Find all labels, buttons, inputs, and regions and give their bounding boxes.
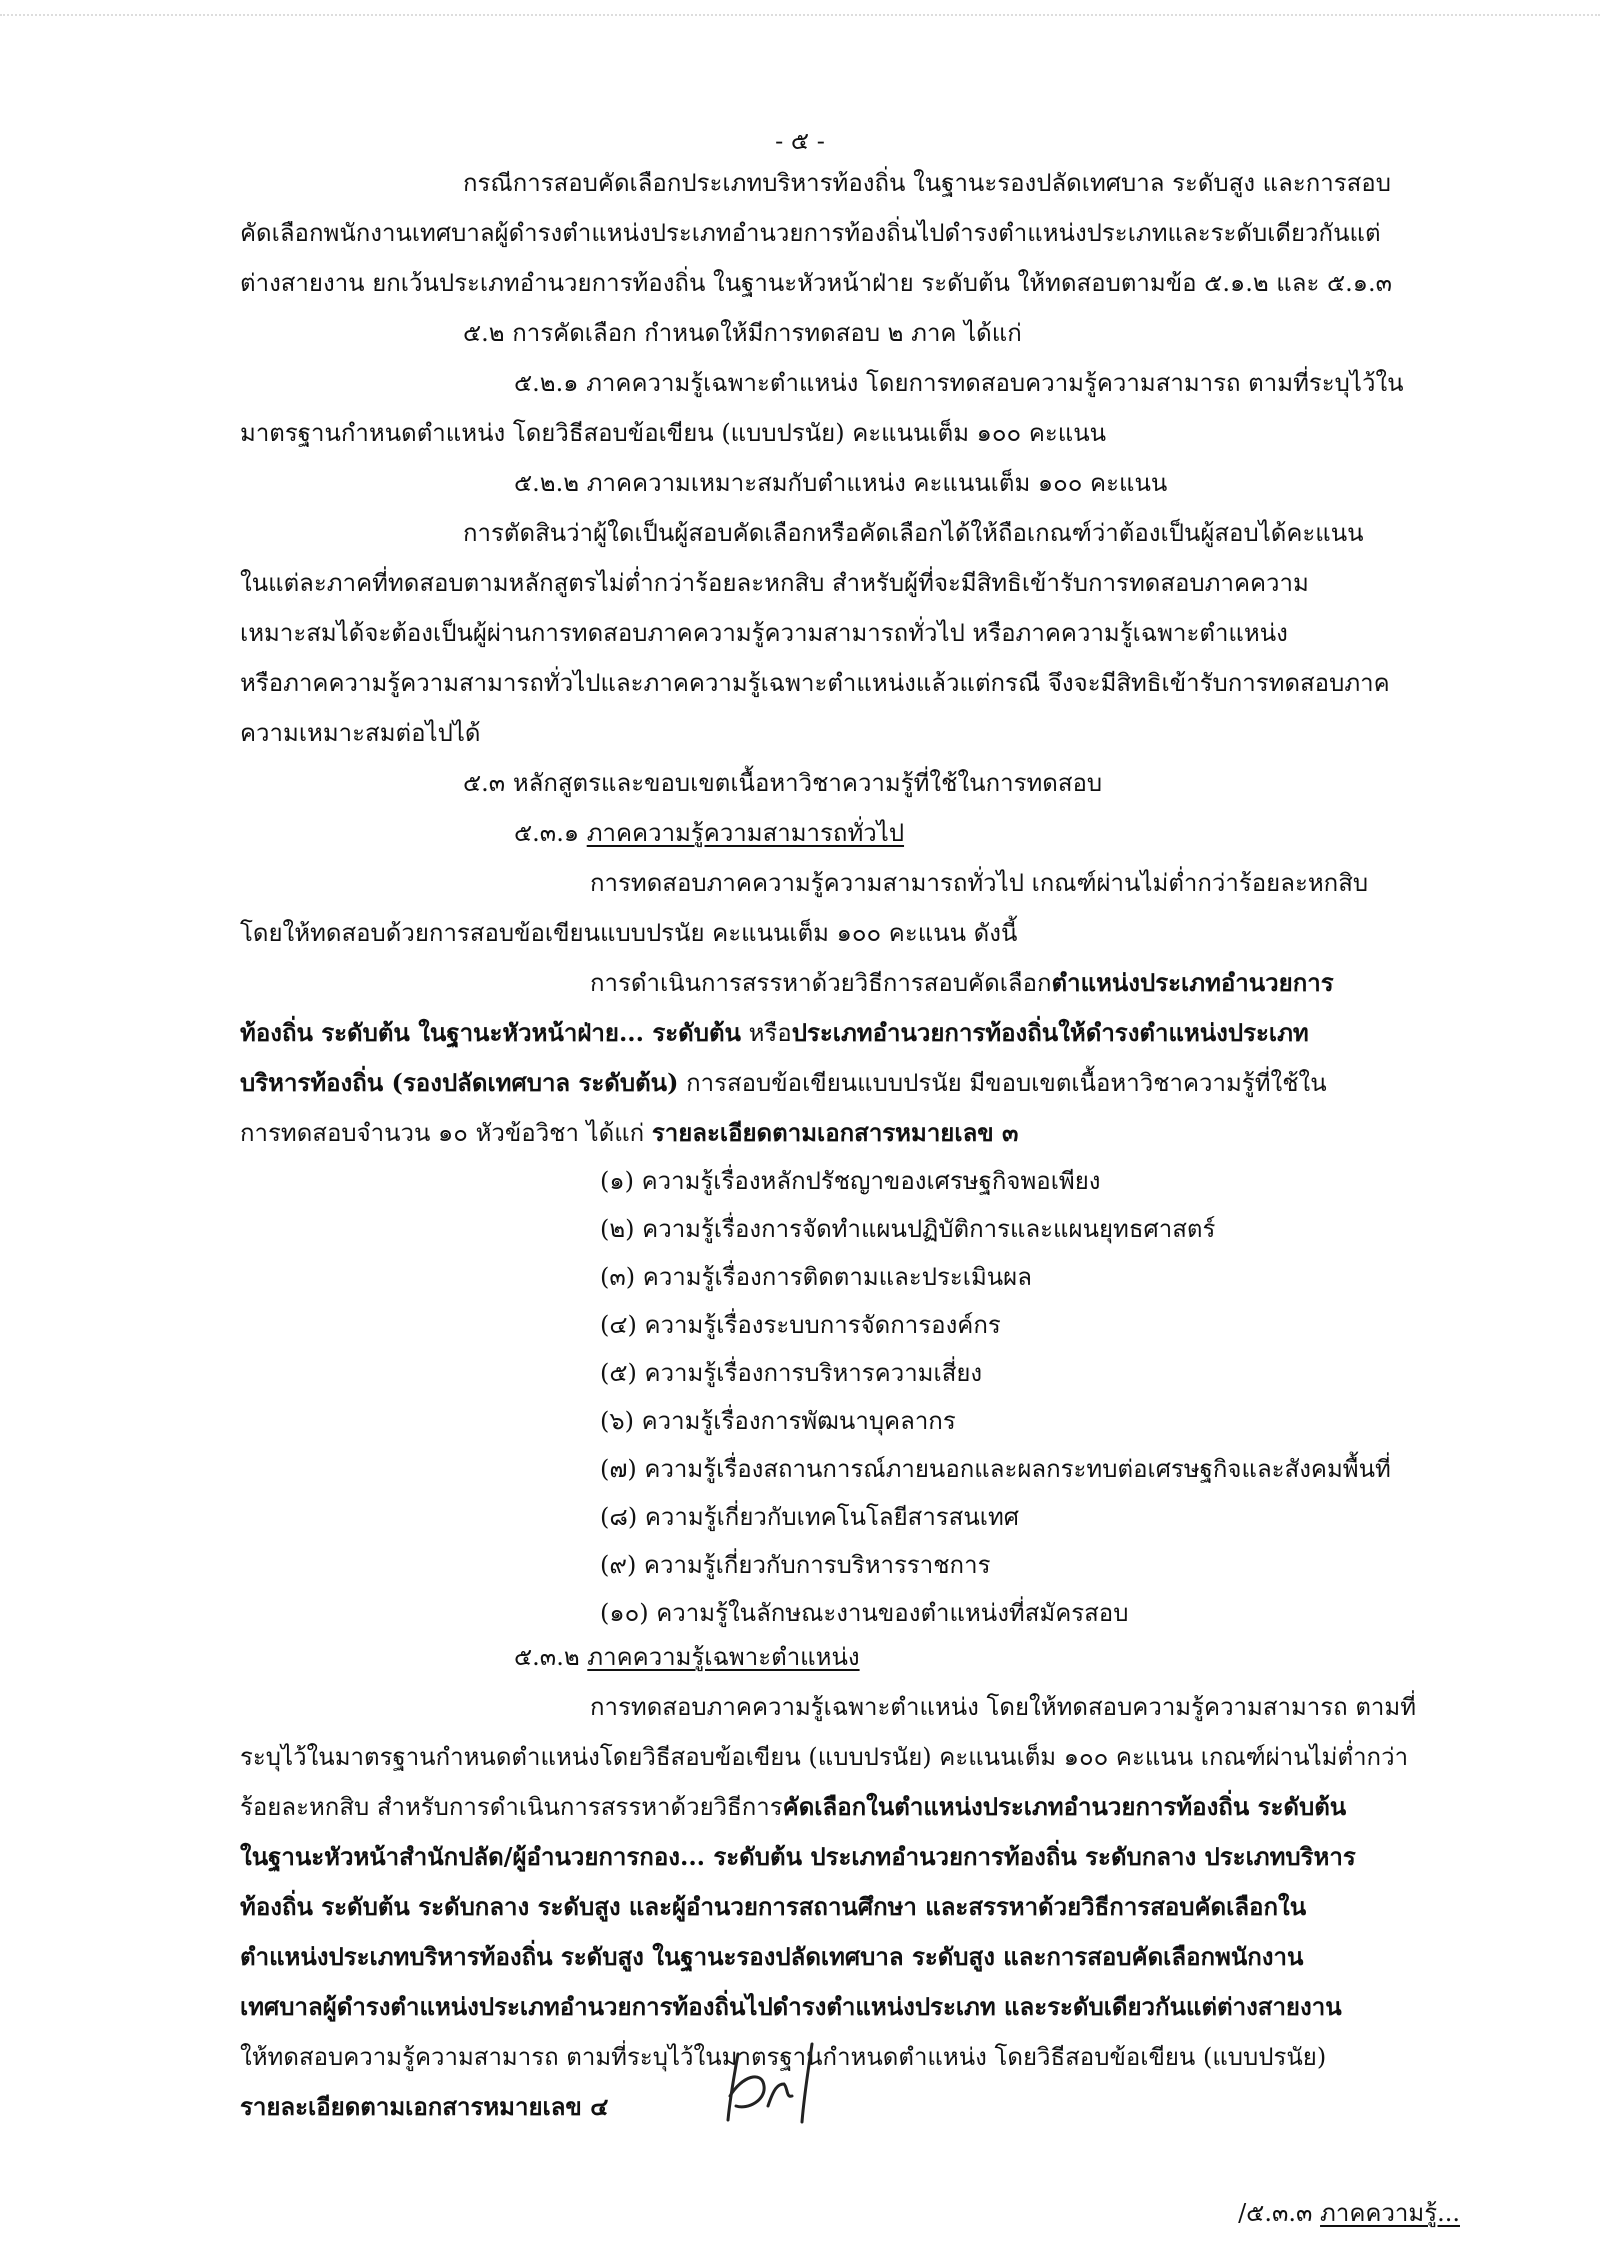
topic-item: (๔) ความรู้เรื่องระบบการจัดการองค์กร — [600, 1311, 1001, 1339]
footer-continuation-number: /๕.๓.๓ — [1238, 2199, 1321, 2227]
judgement-line-3: เหมาะสมได้จะต้องเป็นผู้ผ่านการทดสอบภาคความรู้ความสามารถทั่วไป หรือภาคความรู้เฉพาะตำแหน่ง — [240, 619, 1288, 647]
sec-5-2-2: ๕.๒.๒ ภาคความเหมาะสมกับตำแหน่ง คะแนนเต็ม ๑๐๐ คะแนน — [514, 469, 1168, 497]
sec-5-3-1-para-b-line-2 — [240, 1016, 1309, 1050]
sec-5-3-1-para-a-line-1: การทดสอบภาคความรู้ความสามารถทั่วไป เกณฑ์ผ่านไม่ต่ำกว่าร้อยละหกสิบ — [590, 869, 1369, 897]
sec-5-3-2-line-1: การทดสอบภาคความรู้เฉพาะตำแหน่ง โดยให้ทดสอบความรู้ความสามารถ ตามที่ — [590, 1693, 1417, 1721]
para-b-l2-bold-b: ประเภทอำนวยการท้องถิ่นให้ดำรงตำแหน่งประเภท — [791, 1018, 1309, 1047]
topic-item: (๓) ความรู้เรื่องการติดตามและประเมินผล — [600, 1263, 1032, 1291]
sec-5-3-2-number: ๕.๓.๒ — [514, 1643, 580, 1671]
topic-item: (๗) ความรู้เรื่องสถานการณ์ภายนอกและผลกระทบต่อเศรษฐกิจและสังคมพื้นที่ — [600, 1455, 1391, 1483]
signature-mark — [718, 2036, 830, 2128]
page-number: - ๕ - — [775, 127, 825, 155]
footer-continuation-title: ภาคความรู้... — [1320, 2199, 1460, 2227]
judgement-line-4: หรือภาคความรู้ความสามารถทั่วไปและภาคความรู้เฉพาะตำแหน่งแล้วแต่กรณี จึงจะมีสิทธิเข้ารับการทดสอบภาค — [240, 669, 1390, 697]
intro-line-1: กรณีการสอบคัดเลือกประเภทบริหารท้องถิ่น ในฐานะรองปลัดเทศบาล ระดับสูง และการสอบ — [463, 169, 1391, 197]
sec-5-3-2-line-7: เทศบาลผู้ดำรงตำแหน่งประเภทอำนวยการท้องถิ่นไปดำรงตำแหน่งประเภท และระดับเดียวกันแต่ต่างสายงาน — [240, 1992, 1342, 2021]
topic-item: (๑๐) ความรู้ในลักษณะงานของตำแหน่งที่สมัครสอบ — [600, 1599, 1129, 1627]
sec-5-3-2-line-3 — [240, 1790, 1346, 1824]
sec-5-3-1-para-a-line-2: โดยให้ทดสอบด้วยการสอบข้อเขียนแบบปรนัย คะแนนเต็ม ๑๐๐ คะแนน ดังนี้ — [240, 919, 1018, 947]
sec-5-3-heading: ๕.๓ หลักสูตรและขอบเขตเนื้อหาวิชาความรู้ที่ใช้ในการทดสอบ — [463, 769, 1103, 797]
para-b-l2-normal: หรือ — [740, 1019, 792, 1047]
para-b-l4-bold: รายละเอียดตามเอกสารหมายเลข ๓ — [651, 1118, 1019, 1147]
sec-5-3-1-title: ภาคความรู้ความสามารถทั่วไป — [586, 819, 905, 847]
sec-5-3-2-line-9: รายละเอียดตามเอกสารหมายเลข ๔ — [240, 2092, 609, 2121]
topic-item: (๑) ความรู้เรื่องหลักปรัชญาของเศรษฐกิจพอเพียง — [600, 1167, 1101, 1195]
topic-item: (๘) ความรู้เกี่ยวกับเทคโนโลยีสารสนเทศ — [600, 1503, 1019, 1531]
footer-continuation — [1238, 2196, 1460, 2230]
topic-item: (๙) ความรู้เกี่ยวกับการบริหารราชการ — [600, 1551, 991, 1579]
sec-5-3-2-heading — [514, 1640, 860, 1674]
para-b-l4-normal: การทดสอบจำนวน ๑๐ หัวข้อวิชา ได้แก่ — [240, 1119, 652, 1147]
para-b-l2-bold-a: ท้องถิ่น ระดับต้น ในฐานะหัวหน้าฝ่าย... ระดับต้น — [240, 1018, 741, 1047]
judgement-line-5: ความเหมาะสมต่อไปได้ — [240, 719, 481, 747]
sec-5-3-2-line-4: ในฐานะหัวหน้าสำนักปลัด/ผู้อำนวยการกอง... ระดับต้น ประเภทอำนวยการท้องถิ่น ระดับกลาง ประเภทบริหาร — [240, 1842, 1356, 1871]
sec-5-3-2-line-5: ท้องถิ่น ระดับต้น ระดับกลาง ระดับสูง และผู้อำนวยการสถานศึกษา และสรรหาด้วยวิธีการสอบคัดเลือกใน — [240, 1892, 1307, 1921]
topic-item: (๒) ความรู้เรื่องการจัดทำแผนปฏิบัติการและแผนยุทธศาสตร์ — [600, 1215, 1216, 1243]
sec-5-3-2-title: ภาคความรู้เฉพาะตำแหน่ง — [587, 1643, 860, 1671]
judgement-line-2: ในแต่ละภาคที่ทดสอบตามหลักสูตรไม่ต่ำกว่าร้อยละหกสิบ สำหรับผู้ที่จะมีสิทธิเข้ารับการทดสอบภาคความ — [240, 569, 1309, 597]
sec-5-2-heading: ๕.๒ การคัดเลือก กำหนดให้มีการทดสอบ ๒ ภาค ได้แก่ — [463, 319, 1022, 347]
topic-item: (๕) ความรู้เรื่องการบริหารความเสี่ยง — [600, 1359, 983, 1387]
judgement-line-1: การตัดสินว่าผู้ใดเป็นผู้สอบคัดเลือกหรือคัดเลือกได้ให้ถือเกณฑ์ว่าต้องเป็นผู้สอบได้คะแนน — [463, 519, 1364, 547]
sec-5-3-2-l3-normal: ร้อยละหกสิบ สำหรับการดำเนินการสรรหาด้วยวิธีการ — [240, 1793, 783, 1821]
sec-5-3-2-line-2: ระบุไว้ในมาตรฐานกำหนดตำแหน่งโดยวิธีสอบข้อเขียน (แบบปรนัย) คะแนนเต็ม ๑๐๐ คะแนน เกณฑ์ผ่านไม่ต่ำกว่า — [240, 1743, 1409, 1771]
sec-5-3-1-para-b-line-3 — [240, 1066, 1327, 1100]
para-b-l1-normal: การดำเนินการสรรหาด้วยวิธีการสอบคัดเลือก — [590, 969, 1052, 997]
sec-5-3-1-para-b-line-4 — [240, 1116, 1018, 1150]
para-b-l1-bold: ตำแหน่งประเภทอำนวยการ — [1051, 968, 1334, 997]
topic-item: (๖) ความรู้เรื่องการพัฒนาบุคลากร — [600, 1407, 956, 1435]
sec-5-3-2-l3-bold: คัดเลือกในตำแหน่งประเภทอำนวยการท้องถิ่น ระดับต้น — [782, 1792, 1347, 1821]
sec-5-3-1-para-b-line-1 — [590, 966, 1334, 1000]
intro-line-2: คัดเลือกพนักงานเทศบาลผู้ดำรงตำแหน่งประเภทอำนวยการท้องถิ่นไปดำรงตำแหน่งประเภทและระดับเดียวกันแต่ — [240, 219, 1381, 247]
para-b-l3-normal: การสอบข้อเขียนแบบปรนัย มีขอบเขตเนื้อหาวิชาความรู้ที่ใช้ใน — [678, 1069, 1327, 1097]
sec-5-3-1-number: ๕.๓.๑ — [514, 819, 580, 847]
sec-5-2-1-line-2: มาตรฐานกำหนดตำแหน่ง โดยวิธีสอบข้อเขียน (แบบปรนัย) คะแนนเต็ม ๑๐๐ คะแนน — [240, 419, 1107, 447]
para-b-l3-bold: บริหารท้องถิ่น (รองปลัดเทศบาล ระดับต้น) — [240, 1068, 679, 1097]
sec-5-3-1-heading — [514, 816, 904, 850]
intro-line-3: ต่างสายงาน ยกเว้นประเภทอำนวยการท้องถิ่น ในฐานะหัวหน้าฝ่าย ระดับต้น ให้ทดสอบตามข้อ ๕.๑.๒ และ ๕.๑.๓ — [240, 269, 1393, 297]
sec-5-2-1-line-1: ๕.๒.๑ ภาคความรู้เฉพาะตำแหน่ง โดยการทดสอบความรู้ความสามารถ ตามที่ระบุไว้ใน — [514, 369, 1404, 397]
sec-5-3-2-line-6: ตำแหน่งประเภทบริหารท้องถิ่น ระดับสูง ในฐานะรองปลัดเทศบาล ระดับสูง และการสอบคัดเลือกพนักงาน — [240, 1942, 1304, 1971]
sec-5-3-2-line-8: ให้ทดสอบความรู้ความสามารถ ตามที่ระบุไว้ในมาตรฐานกำหนดตำแหน่ง โดยวิธีสอบข้อเขียน (แบบปรนัย) — [240, 2043, 1327, 2071]
